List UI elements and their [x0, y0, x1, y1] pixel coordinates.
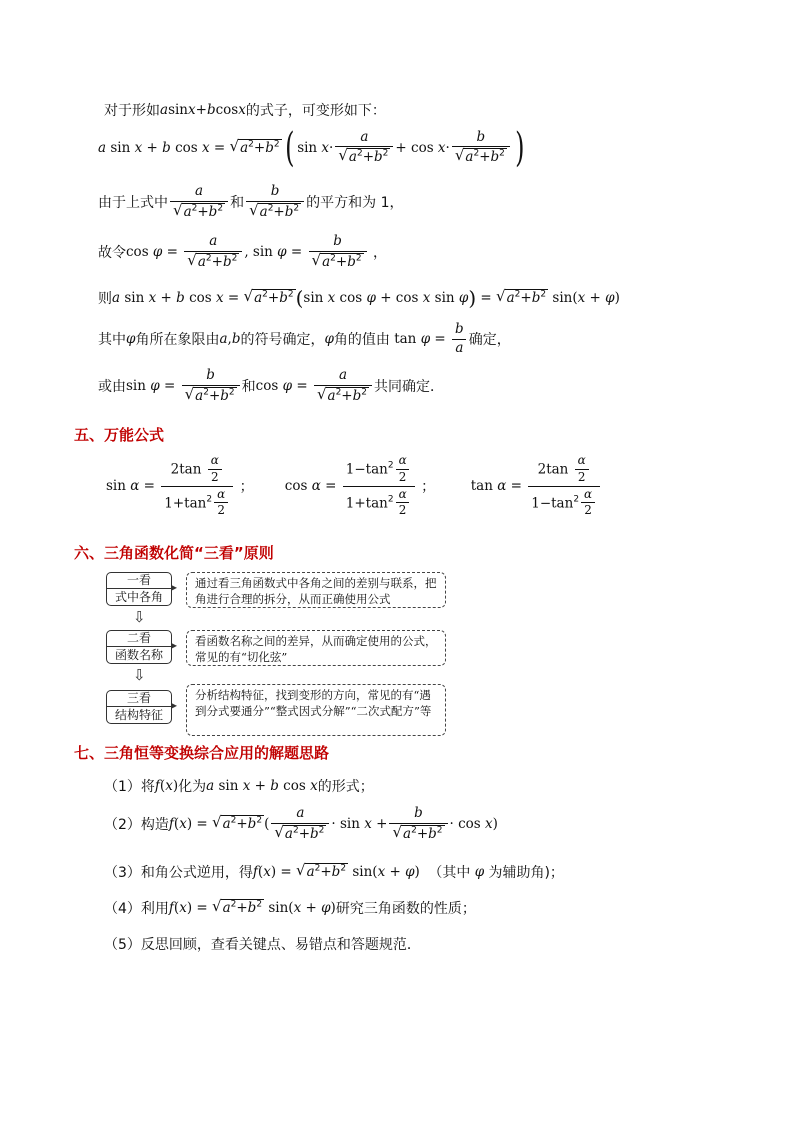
line7-text-a: 或由 [98, 379, 126, 396]
s1-text-a: （1）将 [104, 779, 155, 795]
step2-bottom: 函数名称 [114, 648, 163, 662]
step3-box [106, 690, 172, 724]
line6-text-b: 角所在象限由 [135, 332, 220, 349]
s5-text: （5）反思回顾，查看关键点、易错点和答题规范． [104, 937, 421, 953]
step-2-line: （2）构造 f ( x ) = √ $a^2+b^2$ ( a √ $a^2+b^2$ · sin x + b √ $a^2+b^2$ · cos x ) [104, 805, 498, 842]
line6-text-a: 其中 [98, 332, 126, 349]
section7-title: 七、三角恒等变换综合应用的解题思路 [74, 744, 330, 762]
s1-text-b: 化为 [178, 779, 207, 795]
line3-text-b: 和 [230, 195, 245, 212]
step-5-line [104, 934, 421, 954]
let-phi-line: 故令 cos φ = a √ $a^2+b^2$ , sin φ = b √ $a^2+b^2$ ， [98, 233, 388, 270]
arrow-right-icon: ▸ [171, 638, 178, 652]
s4-text-b: 研究三角函数的性质； [335, 901, 476, 917]
s1-text-c: 的形式； [317, 779, 374, 795]
arrow-right-icon: ▸ [171, 698, 178, 712]
line5-text-a: 则 [98, 291, 112, 307]
step3-desc: 分析结构特征，找到变形的方向，常见的有“遇到分式要通分”“整式因式分解”“二次式配方”等 [186, 684, 446, 736]
intro-line: 对于形如 a sin x + b cos x 的式子，可变形如下： [104, 102, 386, 119]
line7-text-b: 和 [241, 379, 256, 396]
line6-text-c: 的符号确定， [240, 332, 325, 349]
square-sum-line: 由于上式中 a √ $a^2+b^2$ 和 b √ $a^2+b^2$ 的平方和为 1， [98, 183, 404, 220]
step-4-line: （4）利用 f ( x ) = √ $a^2+b^2$ sin( x + φ ) 研究三角函数的性质； [104, 897, 476, 917]
line6-text-e: 确定， [468, 332, 511, 349]
step1-top: 一看 [107, 573, 171, 589]
arrow-down-icon: ⇩ [133, 666, 146, 684]
step1-desc: 通过看三角函数式中各角之间的差别与联系，把角进行合理的拆分，从而正确使用公式 [186, 572, 446, 608]
step2-top: 二看 [107, 631, 171, 647]
step2-box [106, 630, 172, 664]
step-1-line: （1）将 f ( x ) 化为 a sin x + b cos x 的形式； [104, 778, 374, 795]
step3-top: 三看 [107, 691, 171, 707]
section5-title: 五、万能公式 [74, 426, 165, 444]
joint-determine-line: 或由 sin φ = b √ $a^2+b^2$ 和 cos φ = a √ $a^2+b^2$ 共同确定． [98, 367, 444, 404]
step1-box [106, 572, 172, 606]
line4-text-a: 故令 [98, 245, 126, 262]
intro-text: 对于形如 [104, 103, 160, 119]
step-3-line: （3）和角公式逆用，得 f ( x ) = √ $a^2+b^2$ sin( x + φ ) （其中 φ 为辅助角)； [104, 861, 564, 881]
section6-title: 六、三角函数化简“三看”原则 [74, 544, 274, 562]
arrow-down-icon: ⇩ [133, 608, 146, 626]
expansion-formula: a sin x + b cos x = √ $a^2+b^2$ ( sin x · a √ $a^2+b^2$ + cos x · b √ $a^2+b^2$ ) [98, 125, 525, 171]
step2-desc: 看函数名称之间的差异，从而确定使用的公式，常见的有“切化弦” [186, 630, 446, 666]
line6-text-d: 角的值由 [333, 332, 390, 349]
result-formula-line: 则 a sin x + b cos x = √ $a^2+b^2$ ( sin x cos φ + cos x sin φ ) = √ $a^2+b^2$ sin( x + φ ) [98, 286, 620, 310]
quadrant-line: 其中 φ 角所在象限由 a , b 的符号确定， φ 角的值由 tan φ = $\frac{b}{a}$ 确定， [98, 321, 511, 356]
intro-tail: 的式子，可变形如下： [245, 103, 386, 119]
s3-text-b: （其中 [428, 865, 471, 881]
universal-formulas: sin α = 2tan $\frac{\alpha}{2}$ $1+\tan^2$ $\frac{\alpha}{2}$ ； cos α = $1-\tan^2$ $\frac{\alpha}{2}$ $1+\tan^2$ $\frac{\alpha}{2}$ ； tan α = 2tan $\frac{\alpha}{2}$ $1-\tan^2$ $\frac{\alpha}{2}$ [106, 454, 602, 518]
line3-text-a: 由于上式中 [98, 195, 168, 212]
line7-text-c: 共同确定． [374, 379, 444, 396]
step1-bottom: 式中各角 [114, 590, 163, 604]
s3-text-a: （3）和角公式逆用，得 [104, 865, 253, 881]
formula-asinx-bcosx: a [160, 102, 169, 118]
step3-bottom: 结构特征 [114, 708, 163, 722]
s3-text-c: 为辅助角)； [488, 865, 564, 881]
line3-text-c: 的平方和为 1， [306, 195, 404, 212]
s4-text-a: （4）利用 [104, 901, 169, 917]
arrow-right-icon: ▸ [171, 580, 178, 594]
s2-text-a: （2）构造 [104, 817, 169, 834]
